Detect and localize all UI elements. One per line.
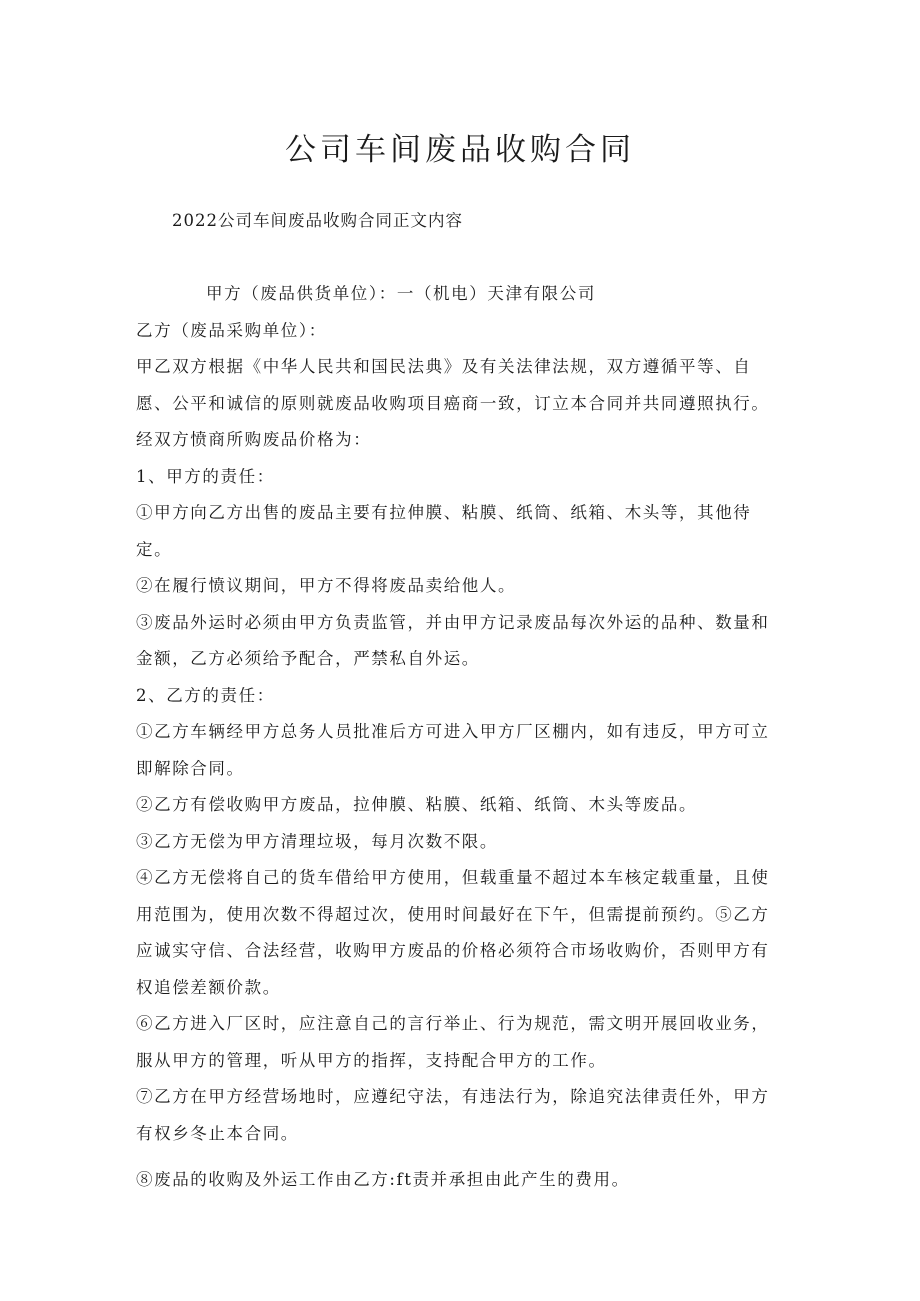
clause-b1: ①乙方车辆经甲方总务人员批准后方可进入甲方厂区棚内，如有违反，甲方可立即解除合同。: [136, 722, 770, 778]
party-a-line: 甲方（废品供货单位）：一（机电）天津有限公司: [206, 284, 596, 303]
subtitle: 2022公司车间废品收购合同正文内容: [172, 211, 463, 230]
clause-a2: ②在履行愤议期间，甲方不得将废品卖给他人。: [136, 576, 517, 595]
contract-body: [136, 276, 786, 1199]
clause-b2: ②乙方有偿收购甲方废品，拉伸膜、粘膜、纸箱、纸筒、木头等废品。: [136, 795, 698, 814]
clause-b7: ⑦乙方在甲方经营场地时，应遵纪守法，有违法行为，除追究法律责任外，甲方有权乡冬止本合同。: [136, 1087, 770, 1143]
clause-b4-b5: ④乙方无偿将自己的货车借给甲方使用，但载重量不超过本车核定载重量，且使用范围为，使用次数不得超过次，使用时间最好在下午，但需提前预约。⑤乙方应诚实守信、合法经营，收购甲方废品的价格必须符合市场收购价，否则甲方有权追偿差额价款。: [136, 868, 770, 997]
clause-b3: ③乙方无偿为甲方清理垃圾，每月次数不限。: [136, 831, 498, 851]
clause-b8: ⑧废品的收购及外运工作由乙方:ft责并承担由此产生的费用。: [136, 1170, 630, 1189]
clause-b6: ⑥乙方进入厂区时，应注意自己的言行举止、行为规范，需文明开展回收业务，服从甲方的管理，听从甲方的指挥，支持配合甲方的工作。: [136, 1014, 770, 1070]
clause-a1: ①甲方向乙方出售的废品主要有拉伸膜、粘膜、纸筒、纸箱、木头等，其他待定。: [136, 503, 752, 559]
page-title: 公司车间废品收购合同: [285, 132, 635, 168]
party-b-line: 乙方（废品采购单位）：: [136, 320, 327, 340]
clause-a3: ③废品外运时必须由甲方负责监管，并由甲方记录废品每次外运的品种、数量和金额，乙方必须给予配合，严禁私自外运。: [136, 612, 770, 668]
section-heading-party-a: 1、甲方的责任：: [136, 466, 275, 486]
section-heading-party-b: 2、乙方的责任：: [136, 685, 275, 705]
preamble-paragraph: 甲乙双方根据《中华人民共和国民法典》及有关法律法规，双方遵循平等、自愿、公平和诚信的原则就废品收购项目癌商一致，订立本合同并共同遵照执行。经双方愤商所购废品价格为：: [136, 357, 770, 449]
